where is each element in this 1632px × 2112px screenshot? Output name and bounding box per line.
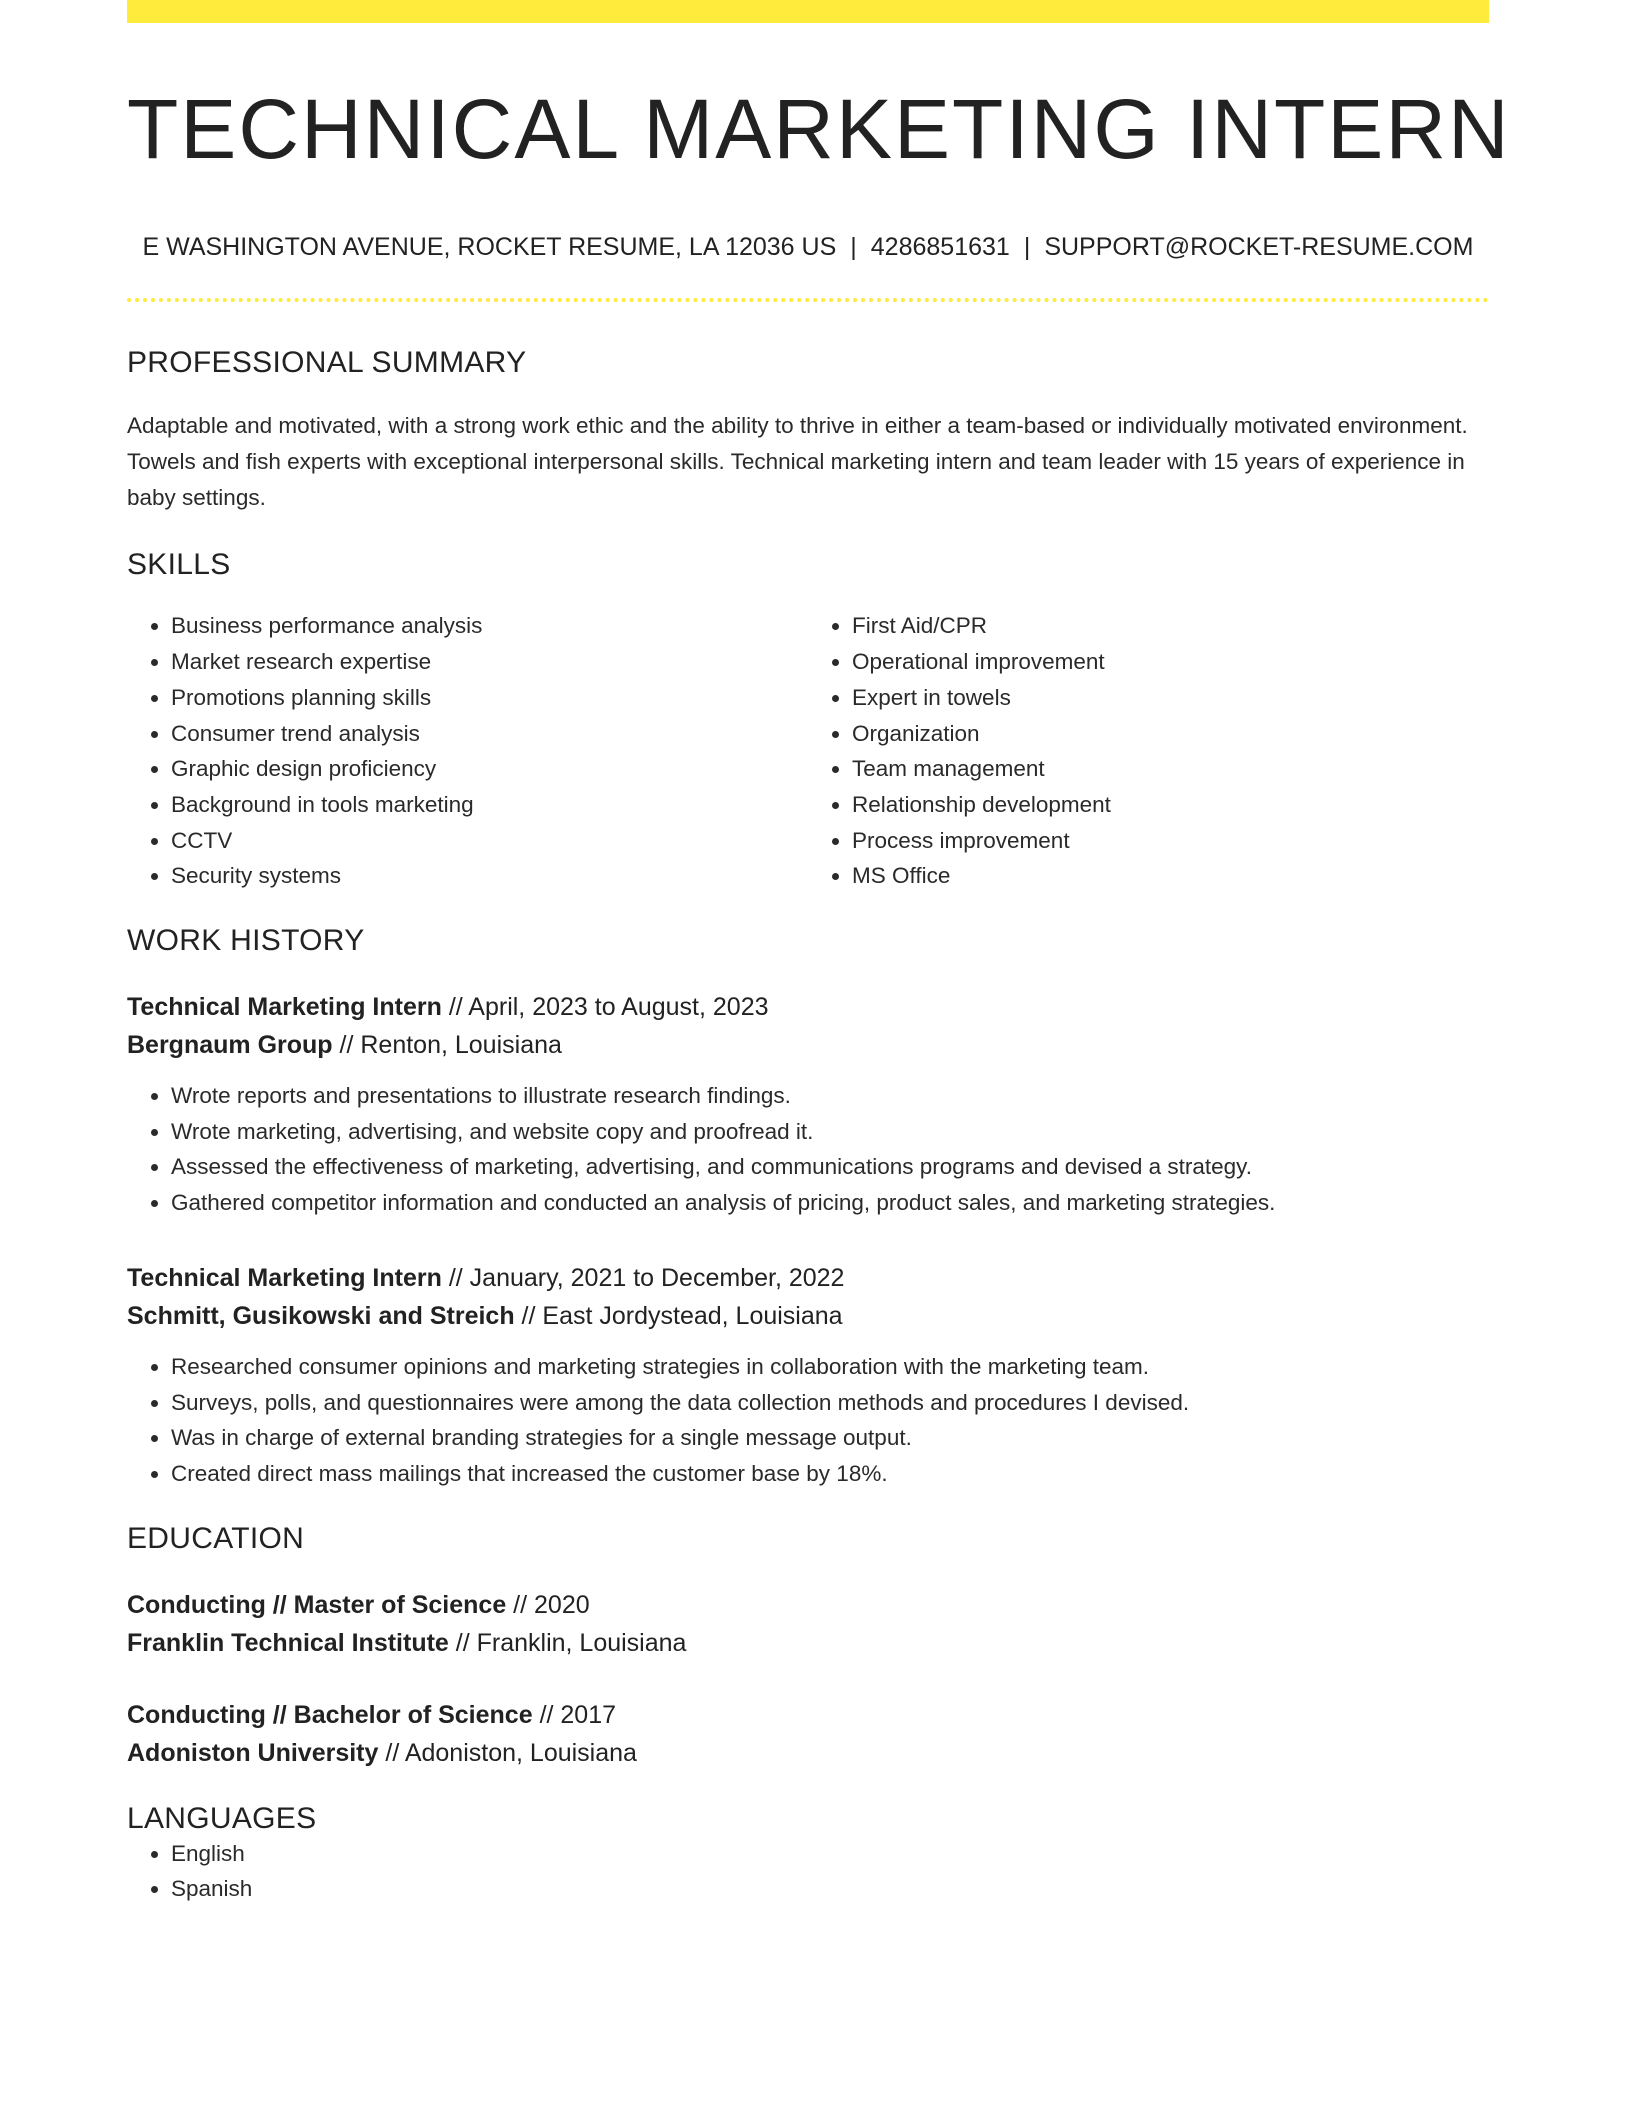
job-location: // Renton, Louisiana (332, 1031, 562, 1060)
education-entry (127, 1586, 1489, 1662)
language-item: • English (171, 1836, 1489, 1872)
skill-item: • First Aid/CPR (852, 608, 1489, 644)
job-bullet-list (127, 1349, 1489, 1492)
job-entry (127, 1259, 1489, 1492)
section-title-work-history: WORK HISTORY (127, 924, 365, 958)
education-year: // 2017 (532, 1700, 617, 1729)
language-item: • Spanish (171, 1871, 1489, 1907)
contact-phone: 4286851631 (870, 233, 1010, 262)
skill-item: • Organization (852, 716, 1489, 752)
contact-email: SUPPORT@ROCKET-RESUME.COM (1044, 233, 1474, 262)
skills-list-right (808, 608, 1489, 894)
education-degree: Conducting // Bachelor of Science (127, 1700, 533, 1729)
job-bullet-list (127, 1078, 1489, 1221)
job-location: // East Jordystead, Louisiana (514, 1301, 843, 1330)
skill-item: • Background in tools marketing (171, 787, 808, 823)
job-bullet: • Assessed the effectiveness of marketing, advertising, and communications programs and devised a strategy. (171, 1149, 1489, 1185)
summary-paragraph: Adaptable and motivated, with a strong work ethic and the ability to thrive in either a team-based or individually motivated environment. Towels and fish experts with exceptional interpersonal skills. Technical marketing intern and team leader with 15 years of experience in baby settings. (127, 413, 1468, 511)
contact-separator: | (1023, 233, 1031, 262)
job-company-line (127, 1297, 1489, 1335)
contact-separator: | (850, 233, 857, 262)
job-bullet: • Wrote marketing, advertising, and website copy and proofread it. (171, 1114, 1489, 1150)
job-bullet: • Wrote reports and presentations to illustrate research findings. (171, 1078, 1489, 1114)
contact-line (127, 233, 1489, 262)
job-bullet: • Surveys, polls, and questionnaires were among the data collection methods and procedures I devised. (171, 1385, 1489, 1421)
resume-page (127, 0, 1511, 1907)
skill-item: • Operational improvement (852, 644, 1489, 680)
education-degree: Conducting // Master of Science (127, 1590, 507, 1619)
job-company: Bergnaum Group (127, 1031, 333, 1060)
top-accent-bar (127, 0, 1489, 23)
section-title-languages: LANGUAGES (127, 1801, 317, 1835)
education-school-line (127, 1734, 1489, 1772)
job-role: Technical Marketing Intern (127, 1263, 442, 1292)
job-entry (127, 988, 1489, 1221)
skill-item: • Promotions planning skills (171, 680, 808, 716)
education-school: Franklin Technical Institute (127, 1628, 449, 1657)
education-school: Adoniston University (127, 1738, 379, 1767)
skill-item: • Team management (852, 751, 1489, 787)
skills-list-left (127, 608, 808, 894)
skill-item: • Business performance analysis (171, 608, 808, 644)
job-role-line (127, 1259, 1489, 1297)
skill-item: • Security systems (171, 858, 808, 894)
section-title-education: EDUCATION (127, 1521, 305, 1555)
education-year: // 2020 (506, 1590, 590, 1619)
languages-list (127, 1836, 1489, 1907)
job-company: Schmitt, Gusikowski and Streich (127, 1301, 515, 1330)
skill-item: • CCTV (171, 823, 808, 859)
job-company-line (127, 1026, 1489, 1064)
contact-address: E WASHINGTON AVENUE, ROCKET RESUME, LA 12036 US (142, 233, 837, 262)
skill-item: • MS Office (852, 858, 1489, 894)
skills-columns (127, 608, 1489, 894)
skill-item: • Process improvement (852, 823, 1489, 859)
skill-item: • Expert in towels (852, 680, 1489, 716)
skill-item: • Graphic design proficiency (171, 751, 808, 787)
resume-title: TECHNICAL MARKETING INTERN (127, 82, 1511, 176)
job-role-line (127, 988, 1489, 1026)
section-title-skills: SKILLS (127, 548, 231, 582)
education-school-line (127, 1624, 1489, 1662)
job-role: Technical Marketing Intern (127, 993, 442, 1022)
skill-item: • Consumer trend analysis (171, 716, 808, 752)
education-location: // Franklin, Louisiana (448, 1628, 687, 1657)
job-bullet: • Researched consumer opinions and marketing strategies in collaboration with the marketing team. (171, 1349, 1489, 1385)
education-entry (127, 1696, 1489, 1772)
section-title-summary: PROFESSIONAL SUMMARY (127, 346, 527, 380)
education-degree-line (127, 1586, 1489, 1624)
job-bullet: • Was in charge of external branding strategies for a single message output. (171, 1420, 1489, 1456)
education-location: // Adoniston, Louisiana (378, 1738, 637, 1767)
education-degree-line (127, 1696, 1489, 1734)
header-divider (127, 298, 1489, 302)
skill-item: • Market research expertise (171, 644, 808, 680)
job-dates: // April, 2023 to August, 2023 (441, 993, 769, 1022)
job-bullet: • Gathered competitor information and conducted an analysis of pricing, product sales, and marketing strategies. (171, 1185, 1489, 1221)
job-dates: // January, 2021 to December, 2022 (441, 1263, 845, 1292)
skill-item: • Relationship development (852, 787, 1489, 823)
job-bullet: • Created direct mass mailings that increased the customer base by 18%. (171, 1456, 1489, 1492)
